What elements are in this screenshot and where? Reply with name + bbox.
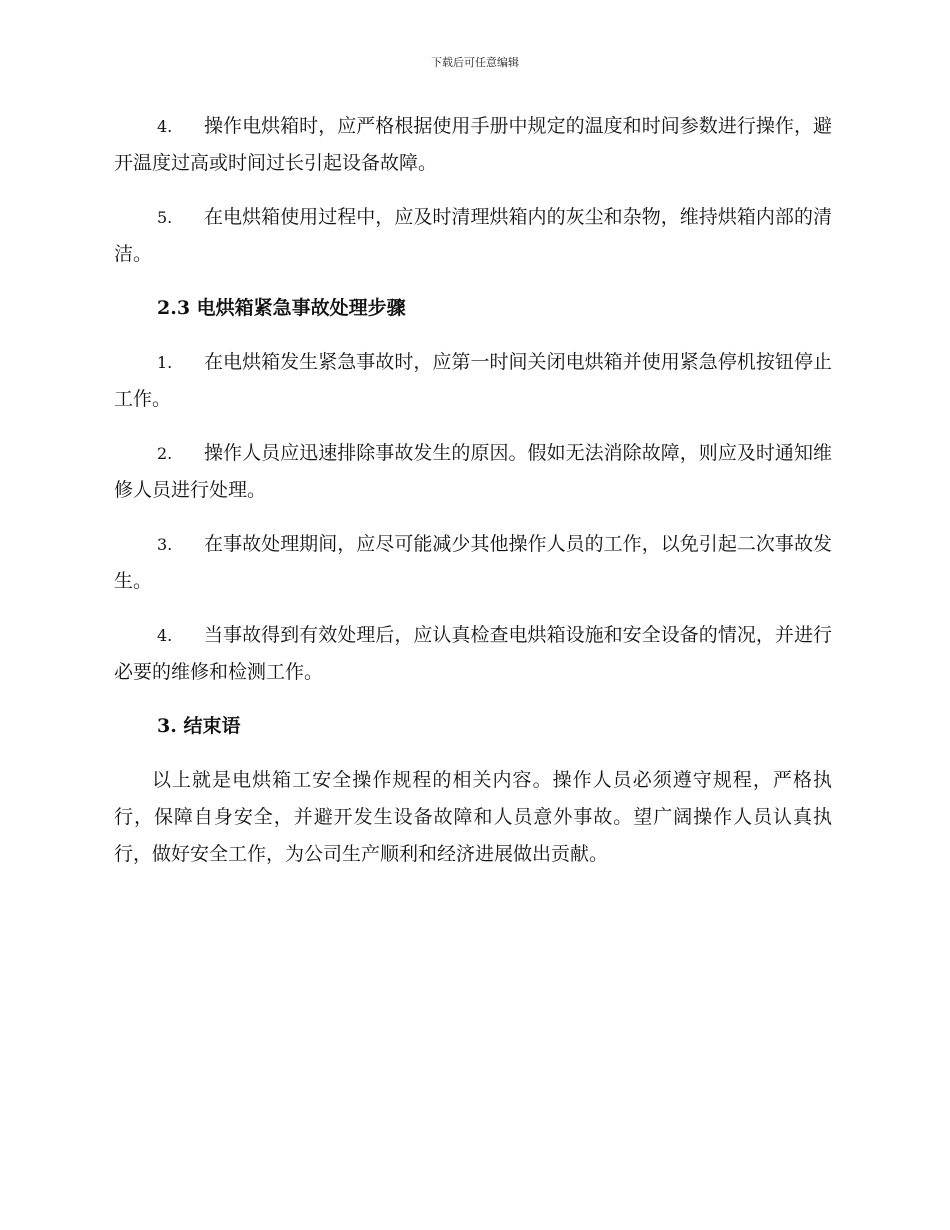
- list-item-text: 当事故得到有效处理后，应认真检查电烘箱设施和安全设备的情况，并进行必要的维修和检测工作。: [114, 624, 832, 683]
- list-item: [114, 526, 832, 600]
- list-item: [114, 344, 832, 418]
- list-item-number: 4.: [157, 117, 173, 136]
- section-heading-2-3: 2.3 电烘箱紧急事故处理步骤: [157, 297, 406, 319]
- list-item-number: 2.: [157, 444, 173, 463]
- list-item-number: 3.: [157, 535, 173, 554]
- list-item-number: 5.: [157, 208, 173, 227]
- conclusion-paragraph: 以上就是电烘箱工安全操作规程的相关内容。操作人员必须遵守规程，严格执行，保障自身安全，并避开发生设备故障和人员意外事故。望广阔操作人员认真执行，做好安全工作，为公司生产顺利和经济进展做出贡献。: [114, 769, 832, 865]
- section-heading-3: 3. 结束语: [157, 715, 241, 737]
- list-item-number: 4.: [157, 626, 173, 645]
- page-header-note: 下载后可任意编辑: [431, 56, 519, 69]
- list-item-text: 操作人员应迅速排除事故发生的原因。假如无法消除故障，则应及时通知维修人员进行处理。: [114, 442, 832, 501]
- list-item: [114, 108, 832, 182]
- list-item: [114, 199, 832, 273]
- list-item-text: 在电烘箱使用过程中，应及时清理烘箱内的灰尘和杂物，维持烘箱内部的清洁。: [114, 206, 832, 265]
- list-item-text: 操作电烘箱时，应严格根据使用手册中规定的温度和时间参数进行操作，避开温度过高或时间过长引起设备故障。: [114, 115, 832, 174]
- list-item-text: 在事故处理期间，应尽可能减少其他操作人员的工作，以免引起二次事故发生。: [114, 533, 832, 592]
- list-item: [114, 617, 832, 691]
- list-item-number: 1.: [157, 353, 173, 372]
- document-body: [114, 108, 832, 890]
- list-item-text: 在电烘箱发生紧急事故时，应第一时间关闭电烘箱并使用紧急停机按钮停止工作。: [114, 351, 832, 410]
- list-item: [114, 435, 832, 509]
